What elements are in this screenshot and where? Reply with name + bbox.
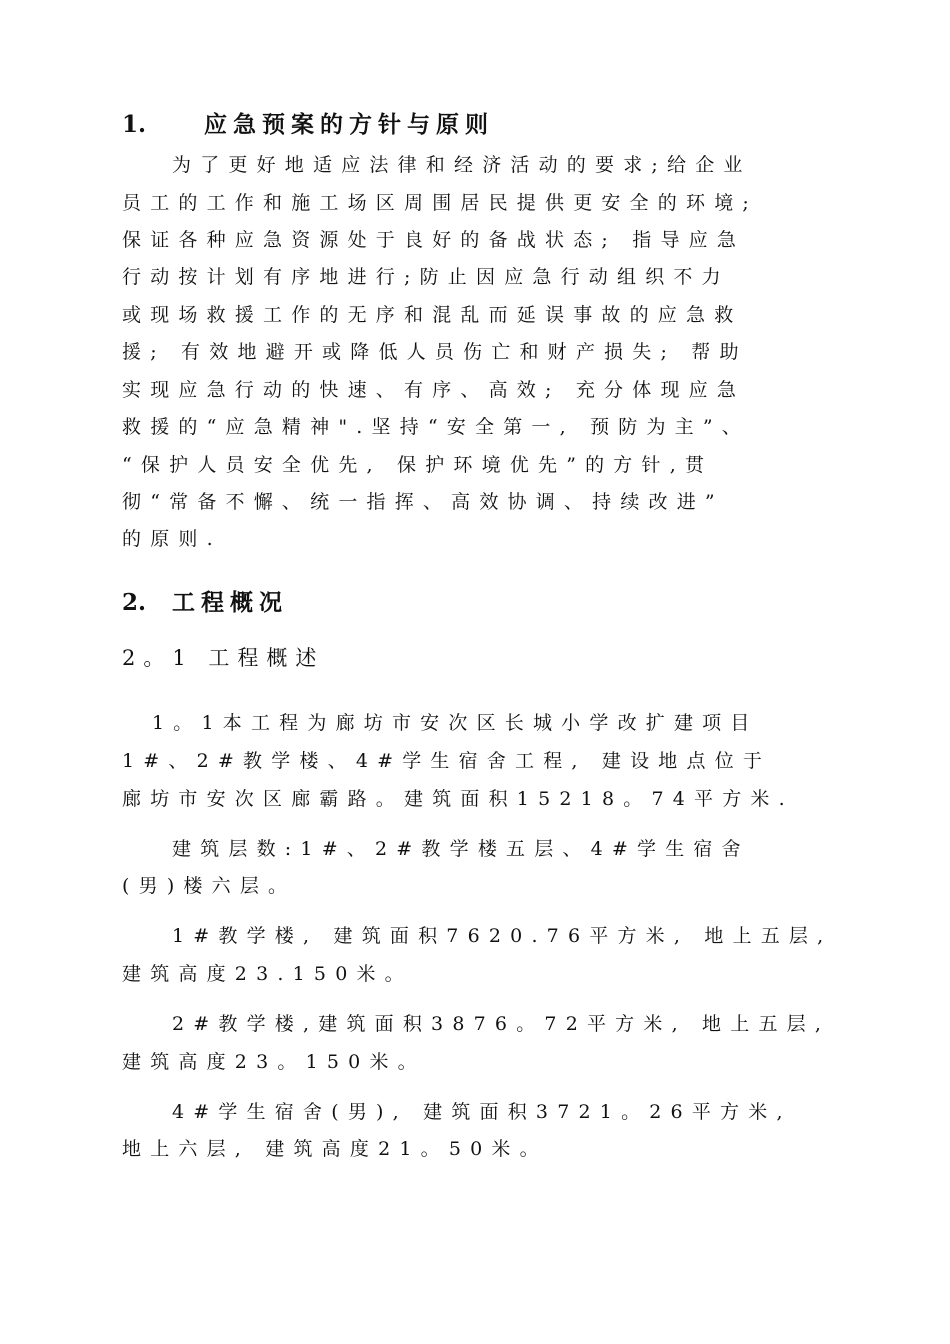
- section-2-title: 工程概况: [172, 589, 288, 616]
- building-2-line: 2#教学楼,建筑面积3876。72平方米, 地上五层,: [172, 1013, 831, 1035]
- subsection-heading: [122, 645, 324, 671]
- section-1-title: 应急预案的方针与原则: [204, 111, 494, 138]
- section-1-line: 为了更好地适应法律和经济活动的要求;给企业: [172, 154, 752, 176]
- section-1-line: 彻“常备不懈、统一指挥、高效协调、持续改进”: [122, 491, 724, 513]
- section-1-heading: [122, 111, 494, 139]
- section-1-number: 1.: [122, 111, 147, 138]
- section-1-line: 或现场救援工作的无序和混乱而延误事故的应急救: [122, 304, 743, 326]
- section-2-heading: [122, 589, 288, 617]
- building-1-line: 1#教学楼, 建筑面积7620.76平方米, 地上五层,: [172, 925, 833, 947]
- section-1-line: 实现应急行动的快速、有序、高效; 充分体现应急: [122, 379, 746, 401]
- building-2-line: 建筑高度23。150米。: [122, 1051, 426, 1073]
- section-1-line: 保证各种应急资源处于良好的备战状态; 指导应急: [122, 229, 746, 251]
- overview-line: 1#、2#教学楼、4#学生宿舍工程, 建设地点位于: [122, 750, 772, 772]
- section-1-line: 的原则.: [122, 528, 222, 550]
- floors-line: (男)楼六层。: [122, 875, 297, 897]
- section-1-line: “保护人员安全优先, 保护环境优先”的方针,贯: [122, 454, 714, 476]
- section-1-line: 员工的工作和施工场区周围居民提供更安全的环境;: [122, 192, 759, 214]
- section-1-line: 救援的“应急精神".坚持“安全第一, 预防为主”、: [122, 416, 750, 438]
- floors-line: 建筑层数:1#、2#教学楼五层、4#学生宿舍: [172, 838, 750, 860]
- overview-line: 廊坊市安次区廊霸路。建筑面积15218。74平方米.: [122, 788, 794, 810]
- subsection-number: 2。1: [122, 646, 194, 670]
- overview-line: 1。1本工程为廊坊市安次区长城小学改扩建项目: [152, 712, 759, 734]
- subsection-title: 工程概述: [208, 646, 325, 670]
- section-1-line: 行动按计划有序地进行;防止因应急行动组织不力: [122, 266, 730, 288]
- dormitory-line: 4#学生宿舍(男), 建筑面积3721。26平方米,: [172, 1101, 792, 1123]
- dormitory-line: 地上六层, 建筑高度21。50米。: [122, 1138, 548, 1160]
- building-1-line: 建筑高度23.150米。: [122, 963, 413, 985]
- section-1-line: 援; 有效地避开或降低人员伤亡和财产损失; 帮助: [122, 341, 748, 363]
- section-2-number: 2.: [122, 589, 147, 616]
